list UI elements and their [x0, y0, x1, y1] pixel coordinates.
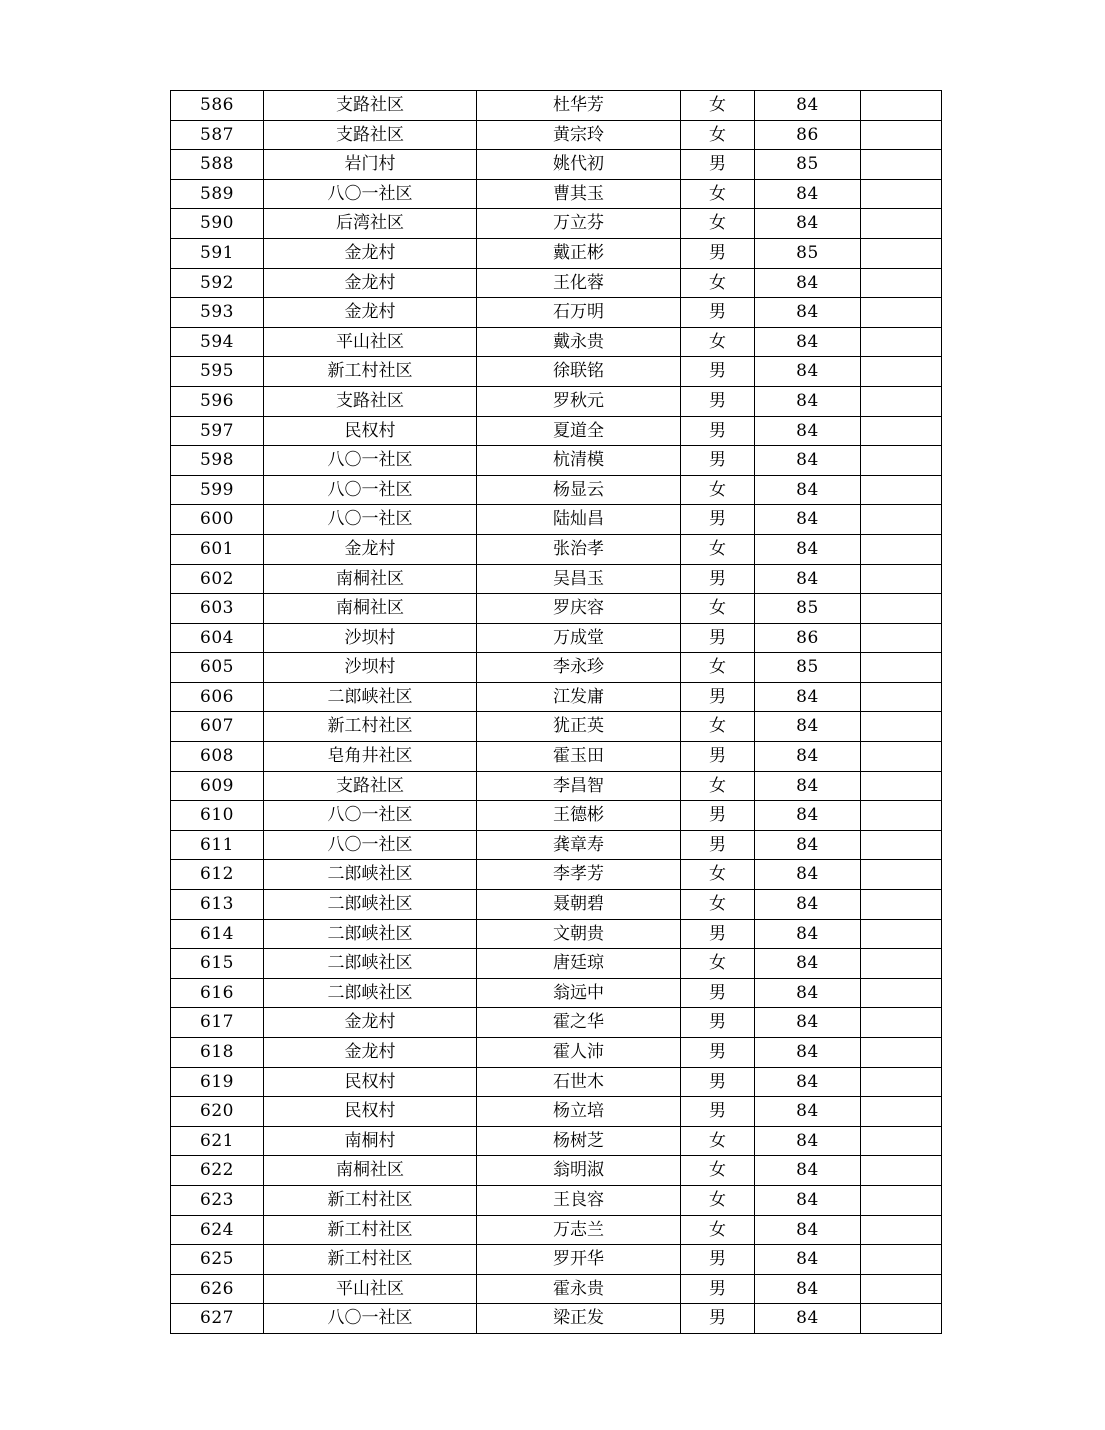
- cell-sequence: 609: [171, 771, 264, 801]
- table-row: [171, 1245, 942, 1275]
- cell-age: 84: [755, 179, 861, 209]
- cell-area: 支路社区: [264, 120, 477, 150]
- cell-note: [861, 327, 942, 357]
- cell-area: 金龙村: [264, 1038, 477, 1068]
- cell-note: [861, 209, 942, 239]
- table-row: [171, 1067, 942, 1097]
- cell-note: [861, 801, 942, 831]
- cell-sex: 男: [681, 1038, 755, 1068]
- cell-note: [861, 564, 942, 594]
- cell-name: 犹正英: [477, 712, 681, 742]
- cell-sex: 男: [681, 150, 755, 180]
- cell-age: 84: [755, 416, 861, 446]
- cell-area: 八〇一社区: [264, 1304, 477, 1334]
- cell-note: [861, 860, 942, 890]
- cell-sex: 男: [681, 1097, 755, 1127]
- table-row: [171, 1038, 942, 1068]
- cell-name: 翁远中: [477, 978, 681, 1008]
- cell-sequence: 627: [171, 1304, 264, 1334]
- cell-area: 八〇一社区: [264, 830, 477, 860]
- cell-age: 84: [755, 978, 861, 1008]
- cell-age: 84: [755, 298, 861, 328]
- table-row: [171, 771, 942, 801]
- cell-name: 姚代初: [477, 150, 681, 180]
- cell-area: 二郎峡社区: [264, 890, 477, 920]
- cell-note: [861, 1067, 942, 1097]
- table-row: [171, 564, 942, 594]
- cell-note: [861, 475, 942, 505]
- cell-sex: 女: [681, 120, 755, 150]
- cell-area: 南桐社区: [264, 564, 477, 594]
- cell-area: 支路社区: [264, 91, 477, 121]
- cell-sequence: 626: [171, 1274, 264, 1304]
- cell-area: 沙坝村: [264, 653, 477, 683]
- cell-sex: 女: [681, 534, 755, 564]
- cell-sequence: 600: [171, 505, 264, 535]
- cell-area: 岩门村: [264, 150, 477, 180]
- cell-sex: 女: [681, 860, 755, 890]
- table-row: [171, 949, 942, 979]
- cell-sex: 男: [681, 505, 755, 535]
- cell-name: 吴昌玉: [477, 564, 681, 594]
- cell-sex: 男: [681, 1008, 755, 1038]
- cell-note: [861, 1038, 942, 1068]
- cell-note: [861, 1215, 942, 1245]
- table-row: [171, 742, 942, 772]
- cell-age: 84: [755, 712, 861, 742]
- cell-sex: 男: [681, 682, 755, 712]
- cell-sex: 男: [681, 1245, 755, 1275]
- cell-sequence: 613: [171, 890, 264, 920]
- cell-name: 罗庆容: [477, 594, 681, 624]
- cell-name: 杜华芳: [477, 91, 681, 121]
- table-row: [171, 386, 942, 416]
- cell-name: 张治孝: [477, 534, 681, 564]
- cell-note: [861, 1008, 942, 1038]
- cell-sequence: 610: [171, 801, 264, 831]
- table-row: [171, 534, 942, 564]
- cell-name: 陆灿昌: [477, 505, 681, 535]
- cell-area: 新工村社区: [264, 712, 477, 742]
- cell-sequence: 623: [171, 1185, 264, 1215]
- cell-name: 王化蓉: [477, 268, 681, 298]
- cell-age: 84: [755, 1274, 861, 1304]
- cell-sex: 男: [681, 446, 755, 476]
- cell-note: [861, 1185, 942, 1215]
- cell-name: 霍之华: [477, 1008, 681, 1038]
- cell-name: 徐联铭: [477, 357, 681, 387]
- cell-area: 后湾社区: [264, 209, 477, 239]
- table-row: [171, 120, 942, 150]
- cell-note: [861, 653, 942, 683]
- table-row: [171, 327, 942, 357]
- cell-note: [861, 1245, 942, 1275]
- cell-area: 南桐村: [264, 1126, 477, 1156]
- cell-note: [861, 771, 942, 801]
- cell-sequence: 612: [171, 860, 264, 890]
- cell-note: [861, 268, 942, 298]
- table-row: [171, 594, 942, 624]
- cell-age: 84: [755, 209, 861, 239]
- cell-area: 金龙村: [264, 1008, 477, 1038]
- table-row: [171, 623, 942, 653]
- cell-sex: 男: [681, 238, 755, 268]
- cell-age: 84: [755, 801, 861, 831]
- table-row: [171, 1156, 942, 1186]
- cell-sequence: 620: [171, 1097, 264, 1127]
- cell-note: [861, 919, 942, 949]
- cell-name: 梁正发: [477, 1304, 681, 1334]
- cell-sequence: 602: [171, 564, 264, 594]
- cell-note: [861, 594, 942, 624]
- cell-age: 84: [755, 771, 861, 801]
- cell-area: 民权村: [264, 1097, 477, 1127]
- cell-note: [861, 1274, 942, 1304]
- cell-age: 84: [755, 327, 861, 357]
- cell-age: 84: [755, 91, 861, 121]
- cell-note: [861, 623, 942, 653]
- cell-note: [861, 179, 942, 209]
- cell-age: 86: [755, 120, 861, 150]
- cell-note: [861, 416, 942, 446]
- cell-sequence: 611: [171, 830, 264, 860]
- cell-sequence: 606: [171, 682, 264, 712]
- cell-age: 84: [755, 890, 861, 920]
- cell-area: 八〇一社区: [264, 475, 477, 505]
- cell-sequence: 599: [171, 475, 264, 505]
- cell-age: 84: [755, 1008, 861, 1038]
- cell-sex: 男: [681, 416, 755, 446]
- cell-sex: 女: [681, 890, 755, 920]
- cell-name: 杨立培: [477, 1097, 681, 1127]
- cell-age: 84: [755, 564, 861, 594]
- cell-age: 84: [755, 1215, 861, 1245]
- cell-note: [861, 949, 942, 979]
- cell-note: [861, 298, 942, 328]
- cell-sex: 女: [681, 268, 755, 298]
- table-row: [171, 416, 942, 446]
- cell-sex: 男: [681, 623, 755, 653]
- table-row: [171, 1185, 942, 1215]
- cell-sequence: 591: [171, 238, 264, 268]
- cell-sex: 男: [681, 1304, 755, 1334]
- cell-area: 八〇一社区: [264, 179, 477, 209]
- cell-age: 84: [755, 268, 861, 298]
- cell-name: 霍玉田: [477, 742, 681, 772]
- cell-sequence: 616: [171, 978, 264, 1008]
- cell-sex: 女: [681, 1156, 755, 1186]
- cell-age: 84: [755, 1156, 861, 1186]
- cell-name: 江发庸: [477, 682, 681, 712]
- cell-age: 84: [755, 475, 861, 505]
- cell-sequence: 596: [171, 386, 264, 416]
- cell-name: 李孝芳: [477, 860, 681, 890]
- cell-area: 支路社区: [264, 771, 477, 801]
- cell-name: 黄宗玲: [477, 120, 681, 150]
- table-row: [171, 1097, 942, 1127]
- cell-note: [861, 91, 942, 121]
- cell-note: [861, 357, 942, 387]
- cell-name: 夏道全: [477, 416, 681, 446]
- cell-note: [861, 150, 942, 180]
- cell-area: 南桐社区: [264, 594, 477, 624]
- cell-name: 李永珍: [477, 653, 681, 683]
- cell-sex: 男: [681, 830, 755, 860]
- cell-note: [861, 742, 942, 772]
- cell-sequence: 608: [171, 742, 264, 772]
- cell-area: 二郎峡社区: [264, 919, 477, 949]
- cell-name: 杭清模: [477, 446, 681, 476]
- cell-name: 唐廷琼: [477, 949, 681, 979]
- table-row: [171, 1008, 942, 1038]
- cell-sequence: 617: [171, 1008, 264, 1038]
- table-row: [171, 801, 942, 831]
- cell-area: 二郎峡社区: [264, 682, 477, 712]
- table-row: [171, 1126, 942, 1156]
- table-row: [171, 860, 942, 890]
- cell-name: 石世木: [477, 1067, 681, 1097]
- cell-note: [861, 1304, 942, 1334]
- cell-area: 金龙村: [264, 298, 477, 328]
- table-row: [171, 209, 942, 239]
- cell-sequence: 624: [171, 1215, 264, 1245]
- cell-sequence: 619: [171, 1067, 264, 1097]
- cell-sex: 女: [681, 949, 755, 979]
- cell-sex: 女: [681, 1185, 755, 1215]
- cell-note: [861, 1126, 942, 1156]
- cell-area: 金龙村: [264, 238, 477, 268]
- cell-sex: 男: [681, 1274, 755, 1304]
- cell-name: 曹其玉: [477, 179, 681, 209]
- cell-age: 84: [755, 682, 861, 712]
- cell-sequence: 622: [171, 1156, 264, 1186]
- cell-age: 84: [755, 919, 861, 949]
- cell-name: 王德彬: [477, 801, 681, 831]
- cell-name: 聂朝碧: [477, 890, 681, 920]
- cell-name: 翁明淑: [477, 1156, 681, 1186]
- cell-sex: 女: [681, 1215, 755, 1245]
- cell-age: 84: [755, 1185, 861, 1215]
- cell-sex: 女: [681, 179, 755, 209]
- cell-sequence: 614: [171, 919, 264, 949]
- table-row: [171, 653, 942, 683]
- cell-note: [861, 446, 942, 476]
- cell-sequence: 595: [171, 357, 264, 387]
- cell-area: 八〇一社区: [264, 505, 477, 535]
- cell-note: [861, 1097, 942, 1127]
- cell-age: 84: [755, 446, 861, 476]
- cell-area: 民权村: [264, 416, 477, 446]
- cell-age: 84: [755, 534, 861, 564]
- cell-age: 84: [755, 742, 861, 772]
- cell-sequence: 589: [171, 179, 264, 209]
- cell-sex: 女: [681, 475, 755, 505]
- cell-sex: 女: [681, 653, 755, 683]
- cell-sex: 男: [681, 919, 755, 949]
- cell-area: 二郎峡社区: [264, 860, 477, 890]
- cell-sex: 男: [681, 801, 755, 831]
- cell-age: 85: [755, 238, 861, 268]
- table-row: [171, 1215, 942, 1245]
- cell-sequence: 586: [171, 91, 264, 121]
- cell-age: 84: [755, 386, 861, 416]
- cell-note: [861, 505, 942, 535]
- cell-area: 新工村社区: [264, 357, 477, 387]
- cell-age: 85: [755, 653, 861, 683]
- cell-name: 李昌智: [477, 771, 681, 801]
- cell-sequence: 603: [171, 594, 264, 624]
- cell-area: 二郎峡社区: [264, 949, 477, 979]
- table-row: [171, 298, 942, 328]
- cell-sequence: 625: [171, 1245, 264, 1275]
- cell-sequence: 607: [171, 712, 264, 742]
- cell-note: [861, 890, 942, 920]
- cell-sequence: 593: [171, 298, 264, 328]
- cell-sequence: 621: [171, 1126, 264, 1156]
- cell-sex: 男: [681, 357, 755, 387]
- cell-name: 罗秋元: [477, 386, 681, 416]
- cell-note: [861, 386, 942, 416]
- cell-area: 皂角井社区: [264, 742, 477, 772]
- table-row: [171, 150, 942, 180]
- cell-name: 杨树芝: [477, 1126, 681, 1156]
- cell-sequence: 601: [171, 534, 264, 564]
- cell-area: 新工村社区: [264, 1245, 477, 1275]
- cell-sex: 男: [681, 742, 755, 772]
- cell-age: 84: [755, 1126, 861, 1156]
- cell-age: 84: [755, 1097, 861, 1127]
- cell-name: 戴正彬: [477, 238, 681, 268]
- table-row: [171, 890, 942, 920]
- cell-name: 龚章寿: [477, 830, 681, 860]
- table-row: [171, 682, 942, 712]
- cell-area: 沙坝村: [264, 623, 477, 653]
- cell-sex: 女: [681, 327, 755, 357]
- cell-age: 84: [755, 1067, 861, 1097]
- table-row: [171, 1304, 942, 1334]
- cell-note: [861, 682, 942, 712]
- cell-name: 文朝贵: [477, 919, 681, 949]
- table-row: [171, 712, 942, 742]
- cell-age: 85: [755, 594, 861, 624]
- cell-sex: 女: [681, 712, 755, 742]
- cell-name: 杨显云: [477, 475, 681, 505]
- cell-sex: 男: [681, 1067, 755, 1097]
- cell-sequence: 604: [171, 623, 264, 653]
- cell-age: 84: [755, 860, 861, 890]
- cell-note: [861, 238, 942, 268]
- cell-sex: 女: [681, 209, 755, 239]
- cell-sequence: 615: [171, 949, 264, 979]
- cell-sequence: 588: [171, 150, 264, 180]
- cell-note: [861, 1156, 942, 1186]
- cell-area: 新工村社区: [264, 1185, 477, 1215]
- table-row: [171, 505, 942, 535]
- cell-name: 万成堂: [477, 623, 681, 653]
- cell-sex: 男: [681, 386, 755, 416]
- cell-name: 罗开华: [477, 1245, 681, 1275]
- cell-area: 八〇一社区: [264, 446, 477, 476]
- cell-name: 石万明: [477, 298, 681, 328]
- cell-name: 王良容: [477, 1185, 681, 1215]
- table-row: [171, 238, 942, 268]
- cell-sequence: 594: [171, 327, 264, 357]
- cell-area: 二郎峡社区: [264, 978, 477, 1008]
- cell-area: 支路社区: [264, 386, 477, 416]
- cell-sequence: 618: [171, 1038, 264, 1068]
- cell-area: 金龙村: [264, 534, 477, 564]
- table-row: [171, 978, 942, 1008]
- cell-note: [861, 978, 942, 1008]
- cell-age: 86: [755, 623, 861, 653]
- cell-sequence: 605: [171, 653, 264, 683]
- cell-age: 84: [755, 1304, 861, 1334]
- table-row: [171, 1274, 942, 1304]
- cell-note: [861, 712, 942, 742]
- cell-sex: 女: [681, 771, 755, 801]
- cell-name: 霍人沛: [477, 1038, 681, 1068]
- cell-sex: 女: [681, 1126, 755, 1156]
- cell-sex: 女: [681, 91, 755, 121]
- table-row: [171, 446, 942, 476]
- cell-note: [861, 120, 942, 150]
- table-row: [171, 268, 942, 298]
- cell-sequence: 597: [171, 416, 264, 446]
- cell-age: 84: [755, 1245, 861, 1275]
- cell-age: 84: [755, 357, 861, 387]
- roster-table: [170, 90, 942, 1334]
- table-row: [171, 830, 942, 860]
- cell-sequence: 590: [171, 209, 264, 239]
- cell-age: 85: [755, 150, 861, 180]
- cell-name: 戴永贵: [477, 327, 681, 357]
- cell-sex: 男: [681, 978, 755, 1008]
- table-row: [171, 179, 942, 209]
- cell-area: 平山社区: [264, 327, 477, 357]
- cell-note: [861, 830, 942, 860]
- cell-sex: 男: [681, 564, 755, 594]
- table-row: [171, 357, 942, 387]
- cell-age: 84: [755, 505, 861, 535]
- cell-note: [861, 534, 942, 564]
- cell-name: 万志兰: [477, 1215, 681, 1245]
- cell-age: 84: [755, 830, 861, 860]
- table-row: [171, 475, 942, 505]
- table-row: [171, 919, 942, 949]
- cell-sequence: 598: [171, 446, 264, 476]
- cell-area: 民权村: [264, 1067, 477, 1097]
- cell-sex: 女: [681, 594, 755, 624]
- cell-sequence: 587: [171, 120, 264, 150]
- cell-sequence: 592: [171, 268, 264, 298]
- cell-name: 万立芬: [477, 209, 681, 239]
- cell-area: 金龙村: [264, 268, 477, 298]
- roster-table-body: [171, 91, 942, 1334]
- cell-area: 八〇一社区: [264, 801, 477, 831]
- cell-area: 平山社区: [264, 1274, 477, 1304]
- cell-area: 新工村社区: [264, 1215, 477, 1245]
- table-row: [171, 91, 942, 121]
- cell-sex: 男: [681, 298, 755, 328]
- cell-age: 84: [755, 949, 861, 979]
- cell-area: 南桐社区: [264, 1156, 477, 1186]
- cell-name: 霍永贵: [477, 1274, 681, 1304]
- cell-age: 84: [755, 1038, 861, 1068]
